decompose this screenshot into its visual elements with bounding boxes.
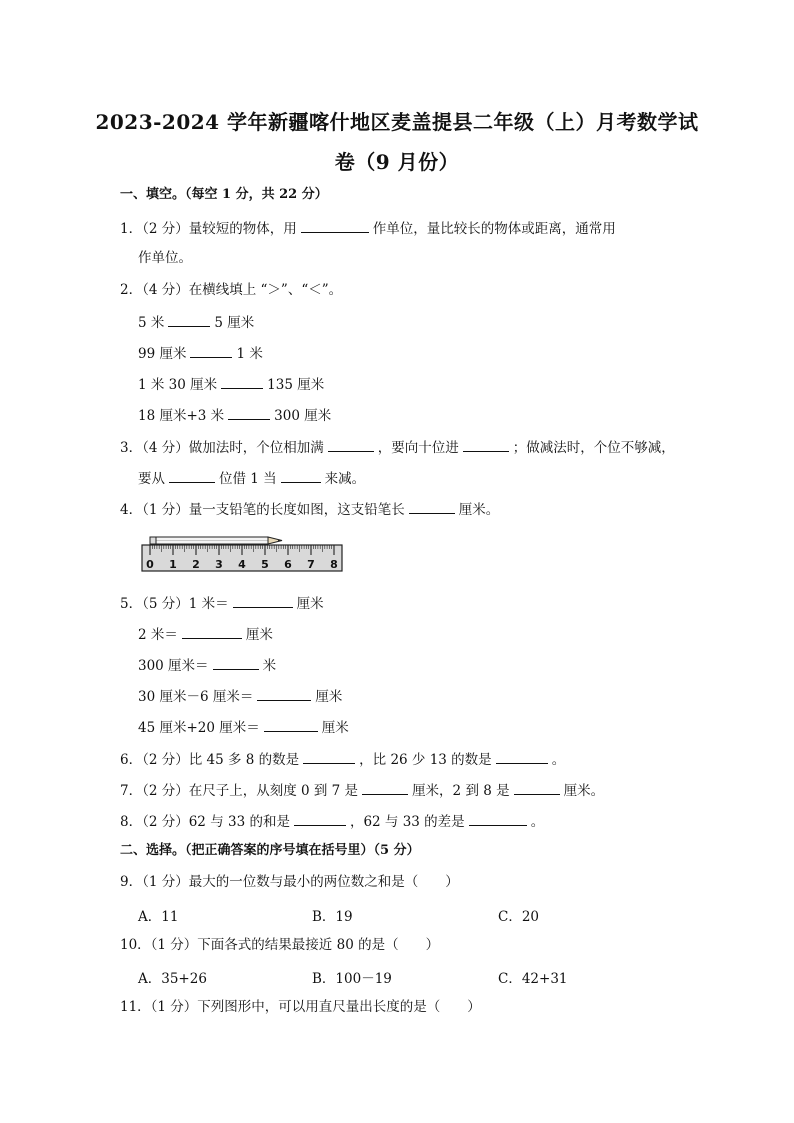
ruler-labels bbox=[146, 558, 338, 571]
q5-stem-left: 5．（5 分）1 米＝ bbox=[120, 596, 229, 612]
q2-row-1 bbox=[138, 312, 254, 332]
q7-text-a: 7．（2 分）在尺子上，从刻度 0 到 7 是 bbox=[120, 783, 359, 799]
q8-text-b: ，62 与 33 的差是 bbox=[349, 814, 465, 830]
question-11: 11．（1 分）下列图形中，可以用直尺量出长度的是（ ） bbox=[120, 999, 481, 1015]
ruler-label: 7 bbox=[307, 558, 315, 571]
ruler-label: 2 bbox=[192, 558, 200, 571]
q3-text-c: ；做减法时，个位不够减， bbox=[512, 440, 675, 456]
ruler-label: 6 bbox=[284, 558, 292, 571]
q2-r4-left: 18 厘米+3 米 bbox=[138, 408, 225, 424]
title-line-1: 2023-2024 学年新疆喀什地区麦盖提县二年级（上）月考数学试 bbox=[95, 110, 699, 134]
pencil-icon bbox=[150, 537, 282, 544]
q7-blank-2[interactable] bbox=[514, 780, 560, 795]
q2-r3-left: 1 米 30 厘米 bbox=[138, 377, 218, 393]
q2-blank-4[interactable] bbox=[228, 405, 270, 420]
q3-text-f: 来减。 bbox=[324, 471, 366, 487]
q7-blank-1[interactable] bbox=[362, 780, 408, 795]
q5-blank-4[interactable] bbox=[257, 686, 311, 701]
ruler-label: 3 bbox=[215, 558, 223, 571]
question-6 bbox=[120, 749, 565, 769]
q3-blank-1[interactable] bbox=[328, 437, 374, 452]
q1-blank-1[interactable] bbox=[301, 218, 369, 233]
q1-text-c: 作单位。 bbox=[138, 250, 192, 266]
ruler-label: 5 bbox=[261, 558, 269, 571]
q4-blank-1[interactable] bbox=[409, 499, 455, 514]
question-2: 2．（4 分）在横线填上 “＞”、“＜”。 bbox=[120, 282, 343, 298]
ruler-label: 4 bbox=[238, 558, 246, 571]
q8-text-c: 。 bbox=[530, 814, 545, 830]
q5-r4-right: 厘米 bbox=[321, 720, 349, 736]
q5-stem-right: 厘米 bbox=[296, 596, 324, 612]
q2-row-4 bbox=[138, 405, 331, 425]
q8-text-a: 8．（2 分）62 与 33 的和是 bbox=[120, 814, 290, 830]
q6-blank-2[interactable] bbox=[496, 749, 548, 764]
q6-text-b: ，比 26 少 13 的数是 bbox=[359, 752, 492, 768]
question-8 bbox=[120, 811, 544, 831]
question-1 bbox=[120, 218, 616, 238]
q1-text-a: 1．（2 分）量较短的物体，用 bbox=[120, 221, 297, 237]
ruler-label: 1 bbox=[169, 558, 177, 571]
q3-text-d: 要从 bbox=[138, 471, 165, 487]
section-2-heading: 二、选择。（把正确答案的序号填在括号里）（5 分） bbox=[120, 843, 420, 858]
q2-blank-3[interactable] bbox=[221, 374, 263, 389]
q7-text-c: 厘米。 bbox=[563, 783, 605, 799]
q8-blank-1[interactable] bbox=[294, 811, 346, 826]
q10-option-a[interactable]: A．35+26 bbox=[138, 971, 207, 987]
question-10: 10．（1 分）下面各式的结果最接近 80 的是（ ） bbox=[120, 937, 440, 953]
q3-text-a: 3．（4 分）做加法时，个位相加满 bbox=[120, 440, 324, 456]
q1-text-b: 作单位，量比较长的物体或距离，通常用 bbox=[372, 221, 616, 237]
q3-text-b: ，要向十位进 bbox=[377, 440, 459, 456]
q5-r4-left: 45 厘米+20 厘米＝ bbox=[138, 720, 260, 736]
question-4 bbox=[120, 499, 499, 519]
q5-row-4 bbox=[138, 717, 349, 737]
q7-text-b: 厘米，2 到 8 是 bbox=[412, 783, 510, 799]
q8-blank-2[interactable] bbox=[469, 811, 527, 826]
question-9: 9．（1 分）最大的一位数与最小的两位数之和是（ ） bbox=[120, 874, 459, 890]
q5-r3-right: 厘米 bbox=[315, 689, 343, 705]
q9-option-b[interactable]: B．19 bbox=[312, 909, 353, 925]
question-3-cont bbox=[138, 468, 365, 488]
q5-row-3 bbox=[138, 686, 342, 706]
q5-blank-1[interactable] bbox=[233, 593, 293, 608]
q2-r1-right: 5 厘米 bbox=[214, 315, 255, 331]
q2-r3-right: 135 厘米 bbox=[267, 377, 325, 393]
q5-r1-left: 2 米＝ bbox=[138, 627, 178, 643]
q2-r1-left: 5 米 bbox=[138, 315, 165, 331]
q3-blank-4[interactable] bbox=[281, 468, 321, 483]
ruler-with-pencil-figure bbox=[140, 535, 344, 573]
q2-blank-2[interactable] bbox=[190, 343, 232, 358]
ruler-label: 0 bbox=[146, 558, 154, 571]
q2-row-2 bbox=[138, 343, 263, 363]
q2-r2-right: 1 米 bbox=[236, 346, 263, 362]
q5-row-2 bbox=[138, 655, 276, 675]
q5-row-1 bbox=[138, 624, 273, 644]
q4-text-a: 4．（1 分）量一支铅笔的长度如图，这支铅笔长 bbox=[120, 502, 405, 518]
q6-text-a: 6．（2 分）比 45 多 8 的数是 bbox=[120, 752, 300, 768]
q9-option-c[interactable]: C．20 bbox=[498, 909, 540, 925]
question-1-cont bbox=[138, 249, 192, 267]
section-1-heading: 一、填空。（每空 1 分，共 22 分） bbox=[120, 187, 328, 202]
q5-r1-right: 厘米 bbox=[245, 627, 273, 643]
question-5 bbox=[120, 593, 324, 613]
question-3 bbox=[120, 437, 675, 457]
q2-blank-1[interactable] bbox=[168, 312, 210, 327]
title-line-2: 卷（9 月份） bbox=[334, 150, 460, 174]
q5-blank-5[interactable] bbox=[264, 717, 318, 732]
q5-r3-left: 30 厘米－6 厘米＝ bbox=[138, 689, 254, 705]
q3-blank-2[interactable] bbox=[463, 437, 509, 452]
q5-r2-left: 300 厘米＝ bbox=[138, 658, 209, 674]
q2-r2-left: 99 厘米 bbox=[138, 346, 187, 362]
q10-option-b[interactable]: B．100－19 bbox=[312, 971, 392, 987]
q2-r4-right: 300 厘米 bbox=[274, 408, 332, 424]
q3-blank-3[interactable] bbox=[169, 468, 215, 483]
q4-text-b: 厘米。 bbox=[458, 502, 500, 518]
q10-option-c[interactable]: C．42+31 bbox=[498, 971, 568, 987]
q3-text-e: 位借 1 当 bbox=[219, 471, 277, 487]
q2-row-3 bbox=[138, 374, 324, 394]
q5-r2-right: 米 bbox=[262, 658, 277, 674]
q6-blank-1[interactable] bbox=[303, 749, 355, 764]
q9-option-a[interactable]: A．11 bbox=[138, 909, 179, 925]
question-7 bbox=[120, 780, 604, 800]
q5-blank-3[interactable] bbox=[213, 655, 259, 670]
q5-blank-2[interactable] bbox=[182, 624, 242, 639]
q6-text-c: 。 bbox=[551, 752, 566, 768]
ruler-label: 8 bbox=[330, 558, 338, 571]
